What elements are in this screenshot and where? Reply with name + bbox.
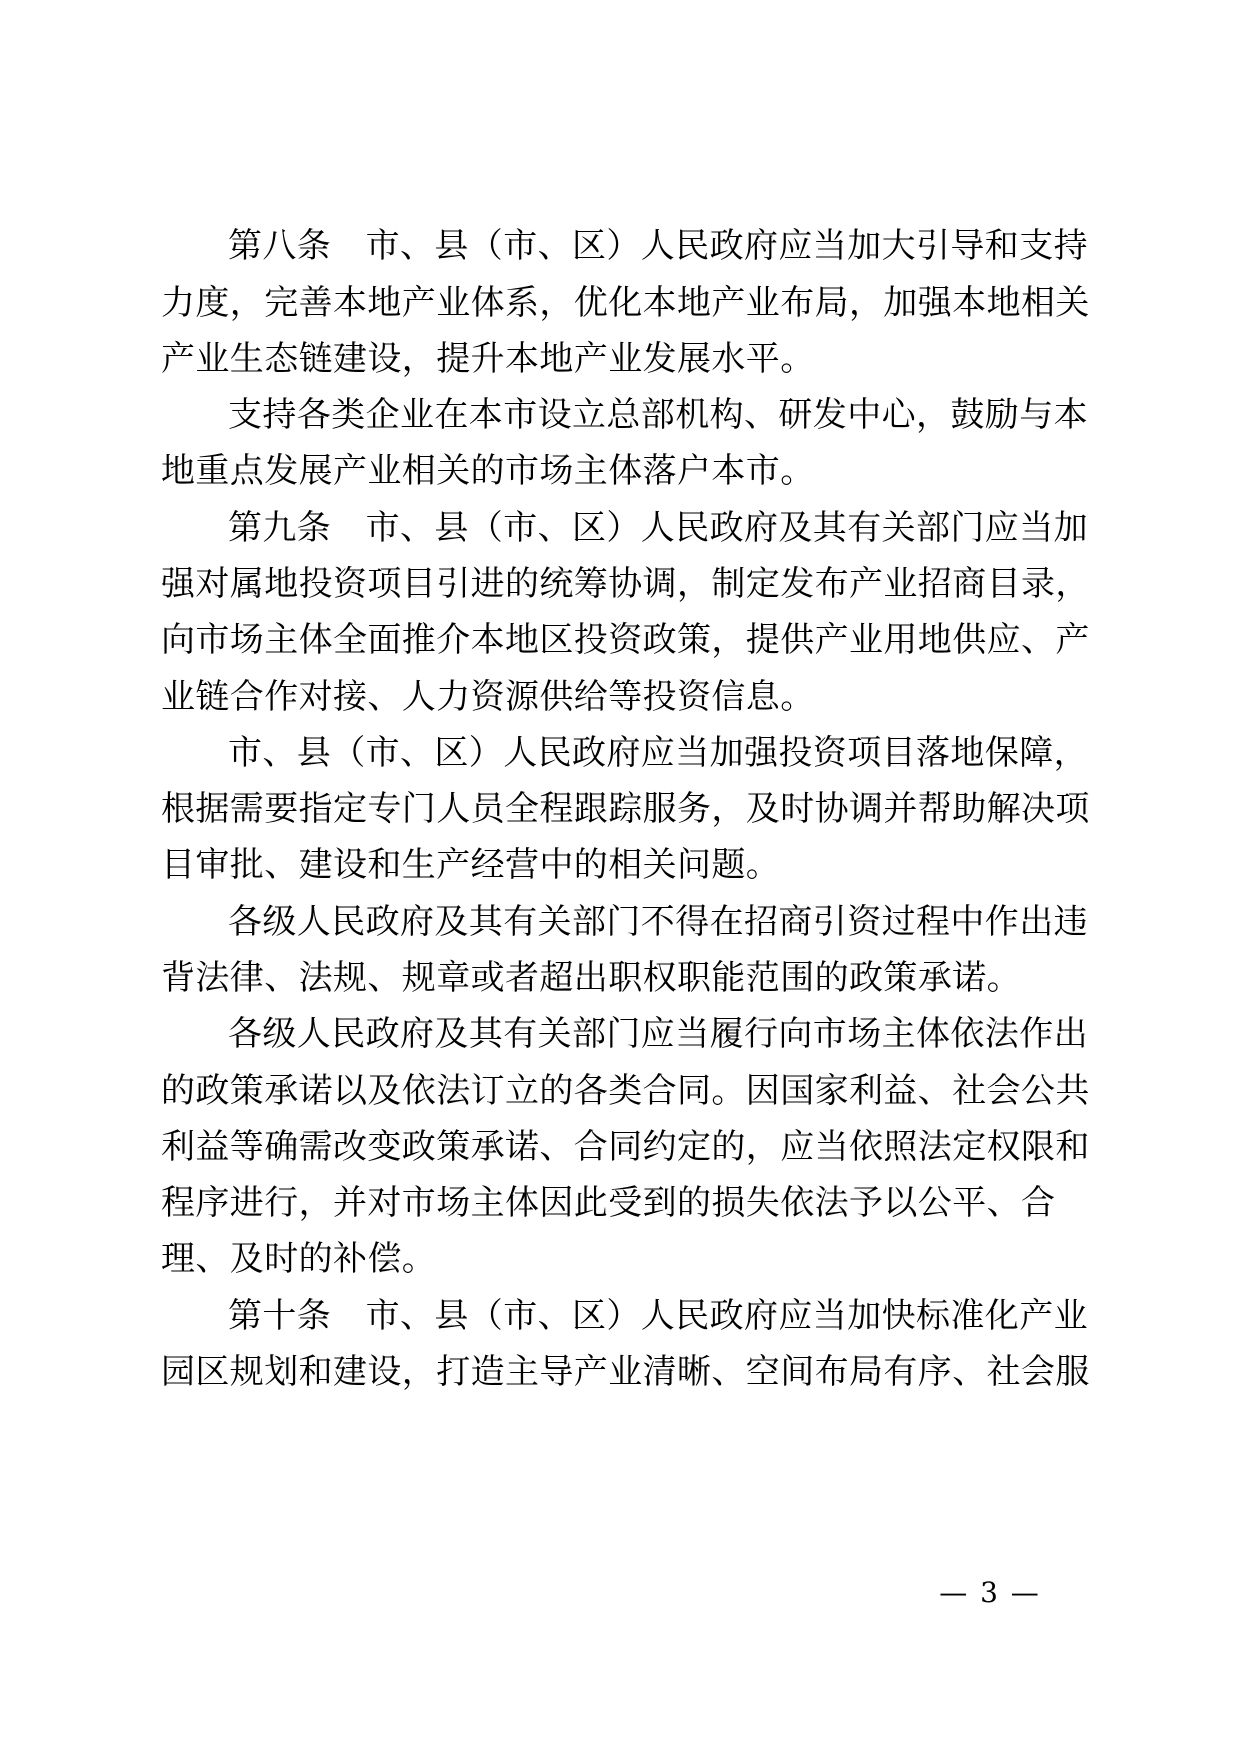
text-line: 目审批、建设和生产经营中的相关问题。	[161, 845, 781, 885]
text-line: 程序进行，并对市场主体因此受到的损失依法予以公平、合	[161, 1183, 1056, 1223]
text-line: 市、县（市、区）人民政府应当加强投资项目落地保障，	[228, 733, 1088, 773]
text-line: 向市场主体全面推介本地区投资政策，提供产业用地供应、产	[161, 620, 1090, 660]
text-line: 力度，完善本地产业体系，优化本地产业布局，加强本地相关	[161, 283, 1090, 323]
text-line: 产业生态链建设，提升本地产业发展水平。	[161, 339, 815, 379]
text-line: 各级人民政府及其有关部门不得在招商引资过程中作出违	[228, 902, 1088, 942]
text-line: 地重点发展产业相关的市场主体落户本市。	[161, 451, 815, 491]
text-line: 根据需要指定专门人员全程跟踪服务，及时协调并帮助解决项	[161, 789, 1090, 829]
page-number: — 3 —	[939, 1576, 1041, 1609]
text-line: 支持各类企业在本市设立总部机构、研发中心，鼓励与本	[228, 395, 1088, 435]
text-line: 第八条 市、县（市、区）人民政府应当加大引导和支持	[228, 226, 1088, 266]
text-line: 园区规划和建设，打造主导产业清晰、空间布局有序、社会服	[161, 1352, 1090, 1392]
text-line: 第十条 市、县（市、区）人民政府应当加快标准化产业	[228, 1296, 1088, 1336]
text-line: 强对属地投资项目引进的统筹协调，制定发布产业招商目录，	[161, 564, 1090, 604]
text-line: 业链合作对接、人力资源供给等投资信息。	[161, 677, 815, 717]
text-line: 各级人民政府及其有关部门应当履行向市场主体依法作出	[228, 1014, 1088, 1054]
text-line: 利益等确需改变政策承诺、合同约定的，应当依照法定权限和	[161, 1127, 1090, 1167]
text-line: 的政策承诺以及依法订立的各类合同。因国家利益、社会公共	[161, 1071, 1090, 1111]
text-line: 理、及时的补偿。	[161, 1239, 437, 1279]
text-line: 背法律、法规、规章或者超出职权职能范围的政策承诺。	[161, 958, 1021, 998]
text-line: 第九条 市、县（市、区）人民政府及其有关部门应当加	[228, 508, 1088, 548]
